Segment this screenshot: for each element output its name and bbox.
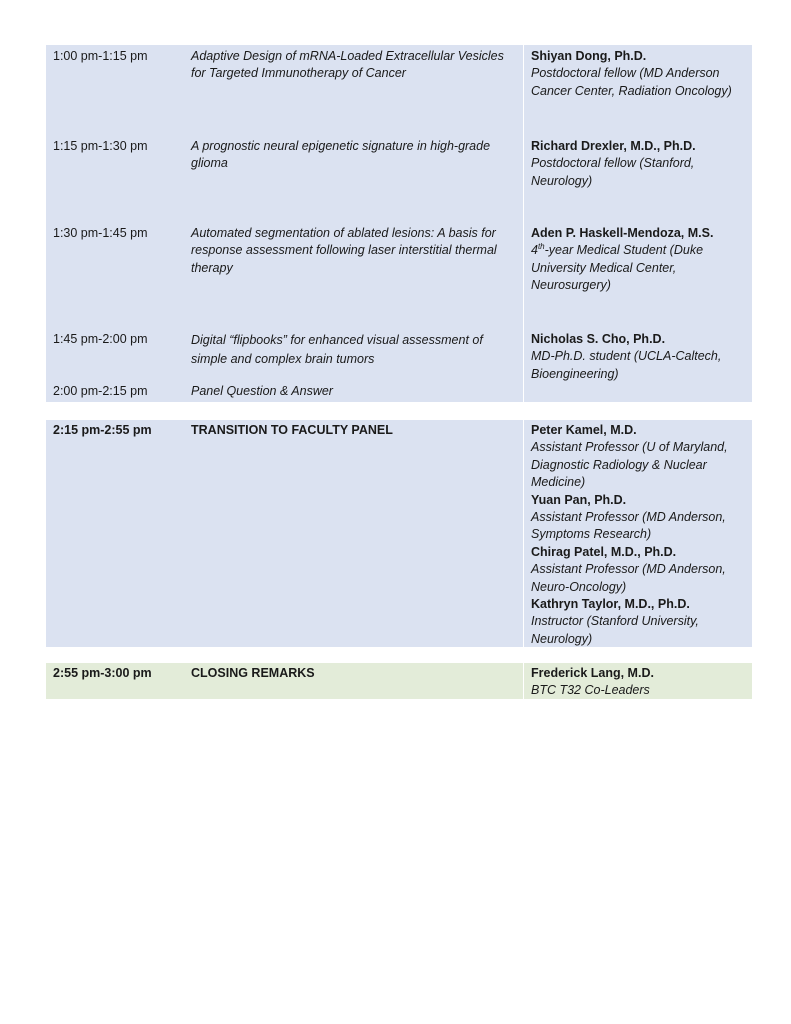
- talk-1-title: Adaptive Design of mRNA-Loaded Extracellular Vesicles for Targeted Immunotherapy of Cancer: [191, 49, 504, 81]
- faculty-panel-title: TRANSITION TO FACULTY PANEL: [191, 423, 393, 437]
- panelist-2-name: Yuan Pan, Ph.D.: [531, 492, 627, 507]
- talk-4-role: MD-Ph.D. student (UCLA-Caltech, Bioengineering): [531, 349, 722, 381]
- column-divider: [523, 420, 524, 647]
- talk-1-time: 1:00 pm-1:15 pm: [53, 49, 148, 63]
- faculty-panel-block: [46, 420, 752, 647]
- talk-4-speaker: Nicholas S. Cho, Ph.D.: [531, 332, 666, 346]
- panel-qa-title: Panel Question & Answer: [191, 384, 333, 398]
- panel-qa-time: 2:00 pm-2:15 pm: [53, 384, 148, 398]
- talk-4-speaker-block: [531, 331, 747, 383]
- talk-3-speaker: Aden P. Haskell-Mendoza, M.S.: [531, 226, 714, 240]
- closing-title: CLOSING REMARKS: [191, 666, 315, 680]
- panelist-3-role: Assistant Professor (MD Anderson, Neuro-Oncology): [531, 562, 726, 594]
- student-talks-block: [46, 45, 752, 402]
- talk-3-speaker-block: [531, 225, 747, 295]
- closing-speaker: Frederick Lang, M.D.: [531, 666, 654, 680]
- closing-time: 2:55 pm-3:00 pm: [53, 666, 152, 680]
- talk-3-role: [531, 242, 747, 294]
- panelist-4-role: Instructor (Stanford University, Neurology): [531, 614, 699, 646]
- column-divider: [523, 663, 524, 699]
- panelist-1-name: Peter Kamel, M.D.: [531, 423, 637, 437]
- panelist-4-name: Kathryn Taylor, M.D., Ph.D.: [531, 597, 690, 612]
- talk-3-role-ordinal: 4: [531, 243, 538, 258]
- panelist-3-name: Chirag Patel, M.D., Ph.D.: [531, 544, 677, 559]
- talk-3-time: 1:30 pm-1:45 pm: [53, 226, 148, 240]
- closing-remarks-block: [46, 663, 752, 699]
- talk-1-role: Postdoctoral fellow (MD Anderson Cancer Center, Radiation Oncology): [531, 66, 732, 98]
- talk-4-time: 1:45 pm-2:00 pm: [53, 332, 148, 346]
- panelist-1-role: Assistant Professor (U of Maryland, Diagnostic Radiology & Nuclear Medicine): [531, 440, 728, 490]
- closing-role: BTC T32 Co-Leaders: [531, 683, 650, 698]
- panelist-2-role: Assistant Professor (MD Anderson, Symptoms Research): [531, 510, 726, 542]
- talk-2-role: Postdoctoral fellow (Stanford, Neurology): [531, 156, 695, 188]
- talk-2-speaker: Richard Drexler, M.D., Ph.D.: [531, 139, 696, 153]
- closing-speaker-block: [531, 665, 747, 700]
- talk-3-title: Automated segmentation of ablated lesions: A basis for response assessment following laser interstitial thermal therapy: [191, 226, 497, 275]
- talk-4-title: Digital “flipbooks” for enhanced visual assessment of simple and complex brain tumors: [191, 333, 483, 366]
- faculty-panel-time: 2:15 pm-2:55 pm: [53, 423, 152, 437]
- talk-3-role-text: -year Medical Student (Duke University Medical Center, Neurosurgery): [531, 243, 704, 293]
- talk-2-speaker-block: [531, 138, 747, 190]
- column-divider: [523, 45, 524, 402]
- talk-1-speaker: Shiyan Dong, Ph.D.: [531, 49, 647, 63]
- talk-3-role-ordinal-suffix: th: [537, 242, 545, 252]
- faculty-panelists: [531, 422, 747, 648]
- talk-1-speaker-block: [531, 48, 747, 100]
- talk-2-title: A prognostic neural epigenetic signature in high-grade glioma: [191, 139, 491, 171]
- talk-2-time: 1:15 pm-1:30 pm: [53, 139, 148, 153]
